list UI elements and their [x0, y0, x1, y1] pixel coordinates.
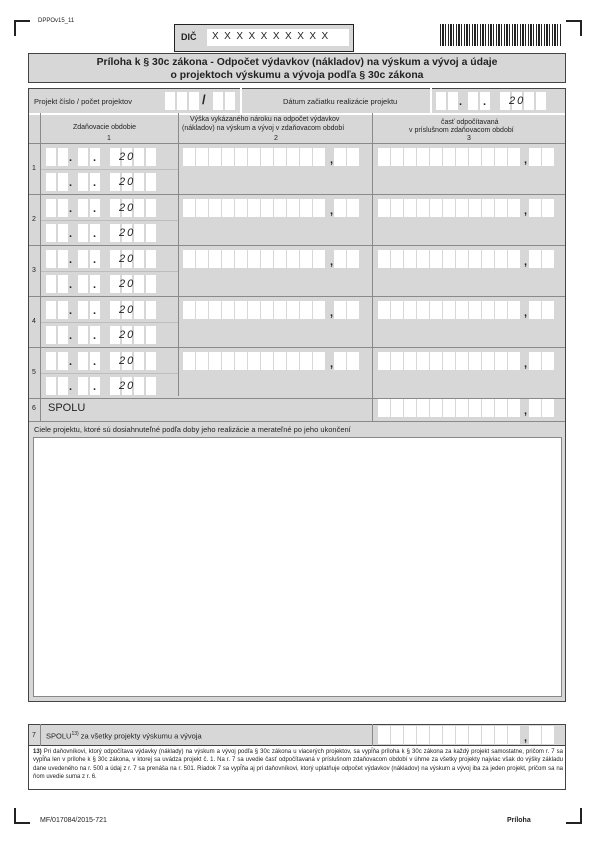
decimal-comma: ,	[330, 205, 334, 217]
project-number-cells[interactable]	[165, 92, 199, 110]
goals-textarea[interactable]	[33, 437, 562, 697]
dic-value: XXXXXXXXXX	[212, 31, 334, 42]
row-number: 1	[32, 165, 36, 172]
row6-label: SPOLU	[48, 402, 86, 414]
row-number: 5	[32, 369, 36, 376]
date-dot: .	[69, 381, 73, 393]
period-year-prefix: 20	[119, 227, 136, 239]
decimal-comma: ,	[524, 256, 528, 268]
date-dot: .	[93, 177, 97, 189]
date-dot: .	[483, 96, 487, 108]
row7-label-rest: za všetky projekty výskumu a vývoja	[80, 731, 202, 741]
period-year-prefix: 20	[119, 151, 136, 163]
decimal-comma: ,	[524, 307, 528, 319]
decimal-comma: ,	[524, 205, 528, 217]
row-period-date-cells[interactable]	[46, 199, 156, 217]
date-dot: .	[69, 279, 73, 291]
date-dot: .	[69, 203, 73, 215]
date-dot: .	[69, 305, 73, 317]
start-year-prefix: 20	[509, 95, 526, 107]
date-dot: .	[93, 152, 97, 164]
period-year-prefix: 20	[119, 278, 136, 290]
row-deducted-amount-cells[interactable]	[378, 199, 554, 217]
period-year-prefix: 20	[119, 202, 136, 214]
corner-mark-top-left	[14, 20, 30, 36]
project-count-cells[interactable]	[213, 92, 235, 110]
project-slash: /	[202, 92, 206, 107]
row7-label	[46, 730, 202, 741]
row-period-date-cells[interactable]	[46, 173, 156, 191]
row-period-date-cells[interactable]	[46, 148, 156, 166]
row6-amount-cells[interactable]	[378, 399, 554, 417]
corner-mark-top-right	[566, 20, 582, 36]
page-title-line2: o projektoch výskumu a vývoja podľa § 30c zákona	[170, 70, 424, 81]
project-number-label: Projekt číslo / počet projektov	[34, 97, 132, 106]
date-dot: .	[93, 330, 97, 342]
date-dot: .	[69, 152, 73, 164]
row7-label-main: SPOLU	[46, 731, 72, 741]
form-code: DPPOv15_11	[38, 18, 75, 24]
col3-header-line2: v príslušnom zdaňovacom období	[409, 127, 514, 134]
row6-number: 6	[32, 405, 36, 412]
row-deducted-amount-cells[interactable]	[378, 250, 554, 268]
period-year-prefix: 20	[119, 355, 136, 367]
row-number: 2	[32, 216, 36, 223]
col3-number: 3	[467, 135, 471, 142]
row-number: 4	[32, 318, 36, 325]
project-start-date-cells[interactable]	[436, 92, 546, 110]
decimal-comma: ,	[330, 154, 334, 166]
row-period-date-cells[interactable]	[46, 326, 156, 344]
row-number: 3	[32, 267, 36, 274]
footnote-marker: 13)	[33, 749, 42, 755]
period-year-prefix: 20	[119, 380, 136, 392]
date-dot: .	[459, 96, 463, 108]
row-period-date-cells[interactable]	[46, 275, 156, 293]
dic-label: DIČ	[181, 32, 197, 42]
corner-mark-bottom-left	[14, 808, 30, 824]
decimal-comma: ,	[524, 358, 528, 370]
dic-box	[174, 24, 354, 52]
date-dot: .	[69, 356, 73, 368]
date-dot: .	[93, 305, 97, 317]
date-dot: .	[69, 254, 73, 266]
date-dot: .	[93, 356, 97, 368]
decimal-comma: ,	[330, 256, 334, 268]
decimal-comma: ,	[524, 154, 528, 166]
footnote	[33, 748, 563, 782]
row-period-date-cells[interactable]	[46, 224, 156, 242]
page-title-line1: Príloha k § 30c zákona - Odpočet výdavkov (nákladov) na výskum a vývoj a údaje	[96, 57, 498, 68]
row-period-date-cells[interactable]	[46, 352, 156, 370]
col2-number: 2	[274, 135, 278, 142]
col1-header: Zdaňovacie obdobie	[73, 124, 137, 131]
row6-decimal-comma: ,	[524, 405, 528, 417]
date-dot: .	[69, 330, 73, 342]
row-period-date-cells[interactable]	[46, 377, 156, 395]
date-dot: .	[93, 203, 97, 215]
col2-header-line1: Výška vykázaného nároku na odpočet výdavkov	[190, 116, 340, 123]
col2-header-line2: (nákladov) na výskum a vývoj v zdaňovacom období	[182, 125, 345, 132]
decimal-comma: ,	[330, 358, 334, 370]
date-dot: .	[93, 254, 97, 266]
date-dot: .	[93, 381, 97, 393]
barcode	[440, 24, 562, 46]
col3-header-line1: časť odpočítavaná	[441, 119, 499, 126]
period-year-prefix: 20	[119, 304, 136, 316]
title-box	[28, 53, 566, 83]
decimal-comma: ,	[330, 307, 334, 319]
row7-footnote-ref: 13)	[71, 731, 79, 737]
footer-right: Príloha	[507, 817, 531, 824]
date-dot: .	[69, 177, 73, 189]
footnote-text: Pri daňovníkovi, ktorý odpočítava výdavky (náklady) na výskum a vývoj podľa § 30c zákona u viacerých projektov, sa vypĺňa príloha k § 30c zákona za každý projekt samostatne, pričom r. 7 sa vypĺňa len v prílohe k § 30c zákona, v ktorej sa uvádza projekt č. 1. Na r. 7 sa uvedie časť odpočítavaná v príslušnom zdaňovacom období v úhrne za všetky projekty najviac však do výšky základu dane uvedeného na r. 500 a údaj z r. 7 sa prenáša na r. 501. Riadok 7 sa vypĺňa aj pri daňovníkovi, ktorý uplatňuje odpočet výdavkov (nákladov) na výskum a vývoj iba za jeden projekt, pričom sa na ňom uvedie suma z r. 6.	[33, 749, 563, 781]
date-dot: .	[93, 228, 97, 240]
row-deducted-amount-cells[interactable]	[378, 148, 554, 166]
row-period-date-cells[interactable]	[46, 250, 156, 268]
row7-decimal-comma: ,	[524, 732, 528, 744]
row-deducted-amount-cells[interactable]	[378, 352, 554, 370]
date-dot: .	[93, 279, 97, 291]
col1-number: 1	[107, 135, 111, 142]
corner-mark-bottom-right	[566, 808, 582, 824]
row-period-date-cells[interactable]	[46, 301, 156, 319]
project-start-label: Dátum začiatku realizácie projektu	[283, 97, 398, 106]
row7-amount-cells[interactable]	[378, 726, 554, 744]
date-dot: .	[69, 228, 73, 240]
period-year-prefix: 20	[119, 329, 136, 341]
goals-label: Ciele projektu, ktoré sú dosiahnuteľné podľa doby jeho realizácie a merateľné po jeho ukončení	[34, 425, 351, 434]
footer-ref: MF/017084/2015-721	[40, 817, 107, 824]
row7-number: 7	[32, 732, 36, 739]
period-year-prefix: 20	[119, 176, 136, 188]
row-deducted-amount-cells[interactable]	[378, 301, 554, 319]
period-year-prefix: 20	[119, 253, 136, 265]
